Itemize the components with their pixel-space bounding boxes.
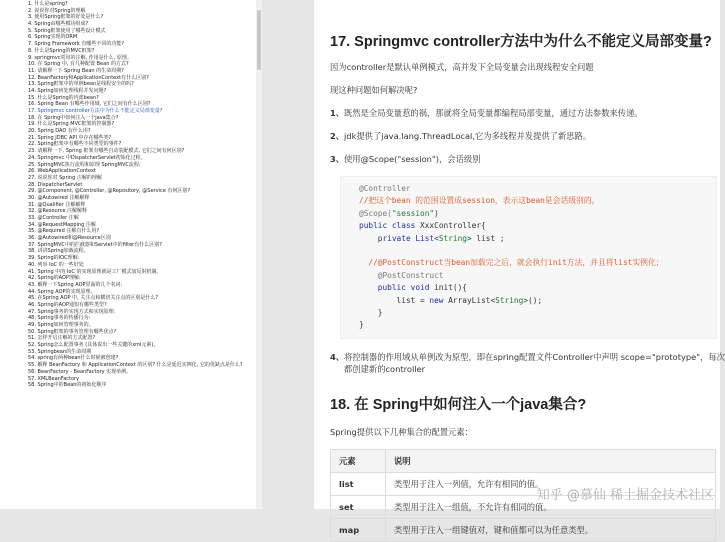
toc-item[interactable]: 5. Spring框架使用了哪些设计模式	[28, 27, 106, 34]
toc-item[interactable]: 39. Spring的IOC理解:	[28, 255, 80, 262]
toc-item[interactable]: 1. 什么是spring?	[28, 1, 68, 7]
toc-item[interactable]: 30. @Autowired 注解解释	[28, 194, 90, 201]
table-header-element: 元素	[331, 449, 386, 472]
toc-item[interactable]: 51. 怎样开启注解的方式配置?	[28, 335, 96, 342]
toc-item[interactable]: 12. BeanFactory和ApplicationContext有什么区别?	[28, 74, 149, 81]
toc-item[interactable]: 56. BeanFactory - BeanFactory 实现举例。	[28, 368, 132, 375]
table-row: map 类型用于注入一组键值对，键和值都可以为任意类型。	[331, 518, 716, 541]
toc-item[interactable]: 37. SpringMVC中的拦截器和Servlet中的filter有什么区别?	[28, 241, 162, 248]
toc-item[interactable]: 57. XMLBeanFactory	[28, 375, 80, 382]
toc-item[interactable]: 28. DispatcherServlet	[28, 181, 83, 188]
step-1-text: 既然是全局变量惹的祸，那就将全局变量都编程局部变量，通过方法参数来传递。	[344, 108, 643, 118]
toc-item[interactable]: 52. Spring怎么配置事务 (具体说出一些关键的xml元素)。	[28, 342, 159, 349]
toc-item[interactable]: 53. Springbean的生命周期	[28, 348, 92, 355]
toc-item[interactable]: 22. Spring框架中有哪些不同类型的事件?	[28, 141, 122, 148]
toc-item[interactable]: 38. 讲讲Spring加载流程。	[28, 248, 89, 255]
section-17-intro: 因为controller是默认单例模式，高并发下全局变量会出现线程安全问题	[330, 62, 594, 72]
toc-item[interactable]: 27. 说说你对 Spring 注解的理解	[28, 174, 102, 181]
code-block: @Controller //把这个bean 的范围设置成session，表示这bean是会话级别的， @Scope("session") public class XxxController{ private List<String> list ; //@PostConstruct当bean加载完之后，就会执行init方法，并且将list实例化； @PostConstruct public void init(){ list = new ArrayList<String>(); } }	[340, 176, 717, 339]
toc-item[interactable]: 2. 说说你对Spring的理解	[28, 7, 86, 14]
step-2-text: jdk提供了java.lang.ThreadLocal,它为多线程并发提供了新思路。	[344, 131, 592, 141]
toc-item[interactable]: 24. Springmvc 中DispatcherServlet初始化过程。	[28, 154, 146, 161]
toc-item[interactable]: 44. Spring AOP的实现原理。	[28, 288, 96, 295]
toc-item[interactable]: 33. @Controller 注解	[28, 215, 79, 221]
table-row: list 类型用于注入一列值，允许有相同的值。	[331, 472, 716, 495]
toc-item[interactable]: 7. Spring Framework 有哪些不同的功能?	[28, 41, 125, 48]
toc-item[interactable]: 25. SpringMVC执行流程和原理 SpringMVC流程:	[28, 161, 141, 168]
toc-item[interactable]: 11. 请解释一下 Spring Bean 的生命周期?	[28, 67, 124, 74]
toc-item[interactable]: 29. @Component, @Controller, @Repository, @Service 有何区别?	[28, 188, 191, 195]
toc-item[interactable]: 34. @RequestMapping 注解	[28, 221, 96, 228]
toc-item[interactable]: 13. Spring框架中的单例bean是线程安全的吗?	[28, 81, 134, 88]
toc-scrollbar[interactable]	[256, 0, 262, 509]
toc-item[interactable]: 41. Spring 中的 IoC 的实现原理就是工厂模式加反射机制。	[28, 268, 162, 275]
toc-item[interactable]: 17. Springmvc controller方法中为什么不能定义局部变量?	[28, 108, 163, 114]
toc-item[interactable]: 4. Spring由哪些模块组成?	[28, 21, 89, 28]
toc-item[interactable]: 48. Spring事务的传播行为:	[28, 315, 91, 322]
table-header-desc: 说明	[386, 449, 716, 472]
toc-item[interactable]: 9. springmvc常用的注解, 作用是什么, 原理。	[28, 54, 132, 61]
toc-item[interactable]: 43. 解释一下Spring AOP里面的几个名词:	[28, 281, 123, 288]
toc-item[interactable]: 36. @Autowired和@Resource区别	[28, 235, 111, 242]
toc-item[interactable]: 8. 什么是Spring的MVC框架?	[28, 47, 95, 54]
step-3-text: 使用@Scope("session")，会话级别	[344, 154, 481, 164]
toc-item[interactable]: 26. WebApplicationContext	[28, 168, 96, 175]
document-page	[314, 0, 725, 535]
toc-item[interactable]: 45. 在Spring AOP 中, 关注点和横切关注点的区别是什么?	[28, 295, 158, 302]
section-17-title: 17. Springmvc controller方法中为什么不能定义局部变量?	[330, 34, 712, 50]
toc-item[interactable]: 23. 请解释一下, Spring 框架有哪些自动装配模式, 它们之间有何区别?	[28, 148, 185, 155]
toc-item[interactable]: 35. @Required 注解有什么用?	[28, 228, 100, 235]
toc-item[interactable]: 46. Spring的AOP通知有哪些类型?	[28, 301, 107, 308]
toc-item[interactable]: 54. spring有两种bean什么时候被创建?	[28, 355, 119, 362]
toc-item[interactable]: 18. 在 Spring中如何注入一个java集合?	[28, 114, 119, 121]
section-17-question: 现这种问题如何解决呢?	[330, 85, 418, 95]
toc-item[interactable]: 3. 使用Spring框架的好处是什么?	[28, 14, 104, 21]
section-18-intro: Spring提供以下几种集合的配置元素：	[330, 426, 473, 437]
toc-item[interactable]: 16. Spring Bean 有哪些作用域, 它们之间有什么区别?	[28, 101, 151, 108]
toc-panel	[0, 0, 258, 509]
toc-item[interactable]: 50. Spring框架的事务管理有哪些优点?	[28, 328, 117, 335]
step-4: 4、 将控制器的作用域从单例改为原型，即在spring配置文件Controller中声明 scope="prototype"，每次都创建新的controller	[330, 351, 725, 374]
toc-item[interactable]: 20. Spring DAO 有什么用?	[28, 128, 91, 135]
toc-scrollbar-thumb[interactable]	[257, 10, 261, 70]
toc-item[interactable]: 42. Spring的AOP理解:	[28, 275, 81, 282]
watermark: 知乎 @慕仙 稀土掘金技术社区	[536, 488, 714, 503]
step-1: 1、 既然是全局变量惹的祸，那就将全局变量都编程局部变量，通过方法参数来传递。	[330, 108, 643, 118]
toc-item[interactable]: 6. Spring实现的ORM	[28, 34, 78, 41]
table-row: set 类型用于注入一组值，不允许有相同的值。	[331, 495, 716, 518]
toc-item[interactable]: 58. Spring中的Bean的初始化顺序	[28, 382, 107, 389]
toc-item[interactable]: 47. Spring事务的实现方式和实现原理:	[28, 308, 116, 315]
toc-item[interactable]: 10. 在 Spring 中, 有几种配置 Bean 的方式?	[28, 61, 129, 68]
toc-item[interactable]: 49. Spring如何管理事务的。	[28, 322, 94, 328]
section-18-title: 18. 在 Spring中如何注入一个java集合?	[330, 396, 587, 413]
toc-item[interactable]: 40. 列举 IoC 的一些好处	[28, 261, 84, 268]
toc-item[interactable]: 19. 什么是Spring MVC框架的控制器?	[28, 121, 115, 128]
toc-item[interactable]: 31. @Qualifier 注解解释	[28, 201, 86, 208]
toc-list	[0, 0, 258, 389]
toc-item[interactable]: 21. Spring JDBC API 中存在哪些类?	[28, 134, 112, 141]
step-3: 3、 使用@Scope("session")，会话级别	[330, 154, 481, 164]
toc-item[interactable]: 15. 什么是Spring的内部bean?	[28, 94, 99, 101]
toc-item[interactable]: 55. 解释 BeanFactory 和 ApplicationContext 的区别? 什么是延迟实例化, 它的优缺点是什么?	[28, 362, 243, 369]
toc-item[interactable]: 32. @Resource 注解解释	[28, 208, 88, 215]
toc-item[interactable]: 14. Spring如何处理线程并发问题?	[28, 87, 107, 94]
step-4-text: 将控制器的作用域从单例改为原型，即在spring配置文件Controller中声明 scope="prototype"，每次都创建新的controller	[344, 351, 725, 374]
step-2: 2、 jdk提供了java.lang.ThreadLocal,它为多线程并发提供了新思路。	[330, 131, 592, 141]
